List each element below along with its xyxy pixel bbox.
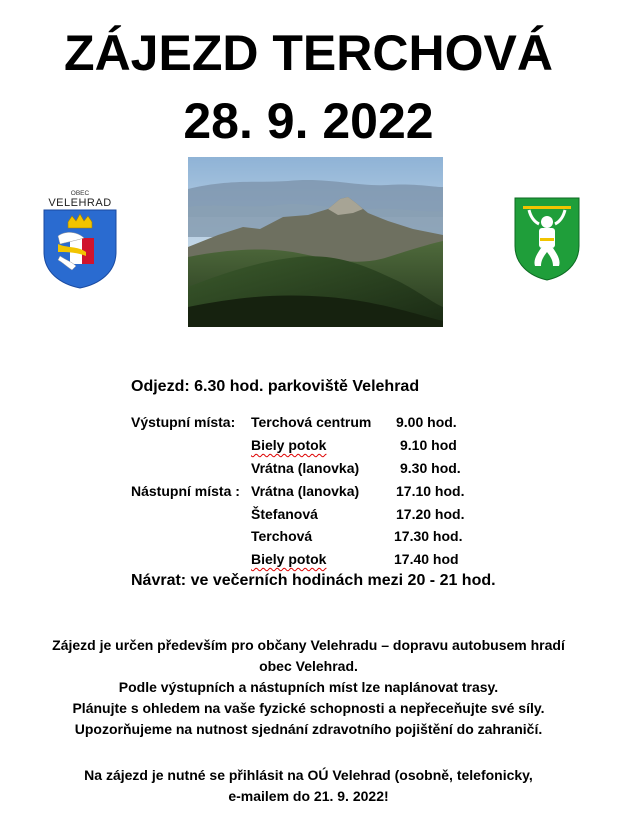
registration-paragraph (0, 765, 617, 807)
schedule-place: Vrátna (lanovka) (251, 483, 360, 499)
info-line: Upozorňujeme na nutnost sjednání zdravotního pojištění do zahraničí. (74, 721, 543, 737)
info-line: Zájezd je určen především pro občany Velehradu – dopravu autobusem hradí (52, 637, 565, 653)
schedule-time: 17.20 hod. (396, 506, 465, 522)
schedule-time: 17.30 hod. (394, 528, 463, 544)
return-info: Návrat: ve večerních hodinách mezi 20 - 21 hod. (131, 572, 496, 589)
schedule-place: Terchová (251, 528, 313, 544)
schedule-place: Biely potok (251, 551, 327, 567)
info-paragraph (0, 635, 617, 740)
schedule-time: 17.40 hod (394, 551, 459, 567)
schedule-place: Vrátna (lanovka) (251, 460, 360, 476)
terchova-coat-of-arms (511, 194, 583, 282)
info-line: Podle výstupních a nástupních míst lze naplánovat trasy. (118, 679, 499, 695)
crest-top-text: OBEC (70, 190, 90, 197)
registration-line: Na zájezd je nutné se přihlásit na OÚ Velehrad (osobně, telefonicky, (84, 767, 533, 783)
info-line: obec Velehrad. (259, 658, 358, 674)
velehrad-coat-of-arms (38, 186, 122, 290)
schedule-label: Výstupní místa: (131, 414, 236, 430)
schedule-time: 17.10 hod. (396, 483, 465, 499)
mountain-photo (188, 157, 443, 327)
info-line: Plánujte s ohledem na vaše fyzické schopnosti a nepřeceňujte své síly. (72, 700, 545, 716)
title-line-1: ZÁJEZD TERCHOVÁ (64, 25, 553, 81)
schedule-place: Terchová centrum (251, 414, 372, 430)
schedule-time: 9.30 hod. (400, 460, 461, 476)
crest-name: VELEHRAD (48, 197, 112, 209)
registration-line: e-mailem do 21. 9. 2022! (228, 788, 389, 804)
schedule-time: 9.10 hod (400, 437, 457, 453)
schedule-time: 9.00 hod. (396, 414, 457, 430)
title-date: 28. 9. 2022 (183, 93, 434, 149)
schedule-place: Štefanová (251, 506, 318, 522)
schedule-label: Nástupní místa : (131, 483, 240, 499)
schedule-place: Biely potok (251, 437, 327, 453)
departure-info: Odjezd: 6.30 hod. parkoviště Velehrad (131, 378, 420, 395)
